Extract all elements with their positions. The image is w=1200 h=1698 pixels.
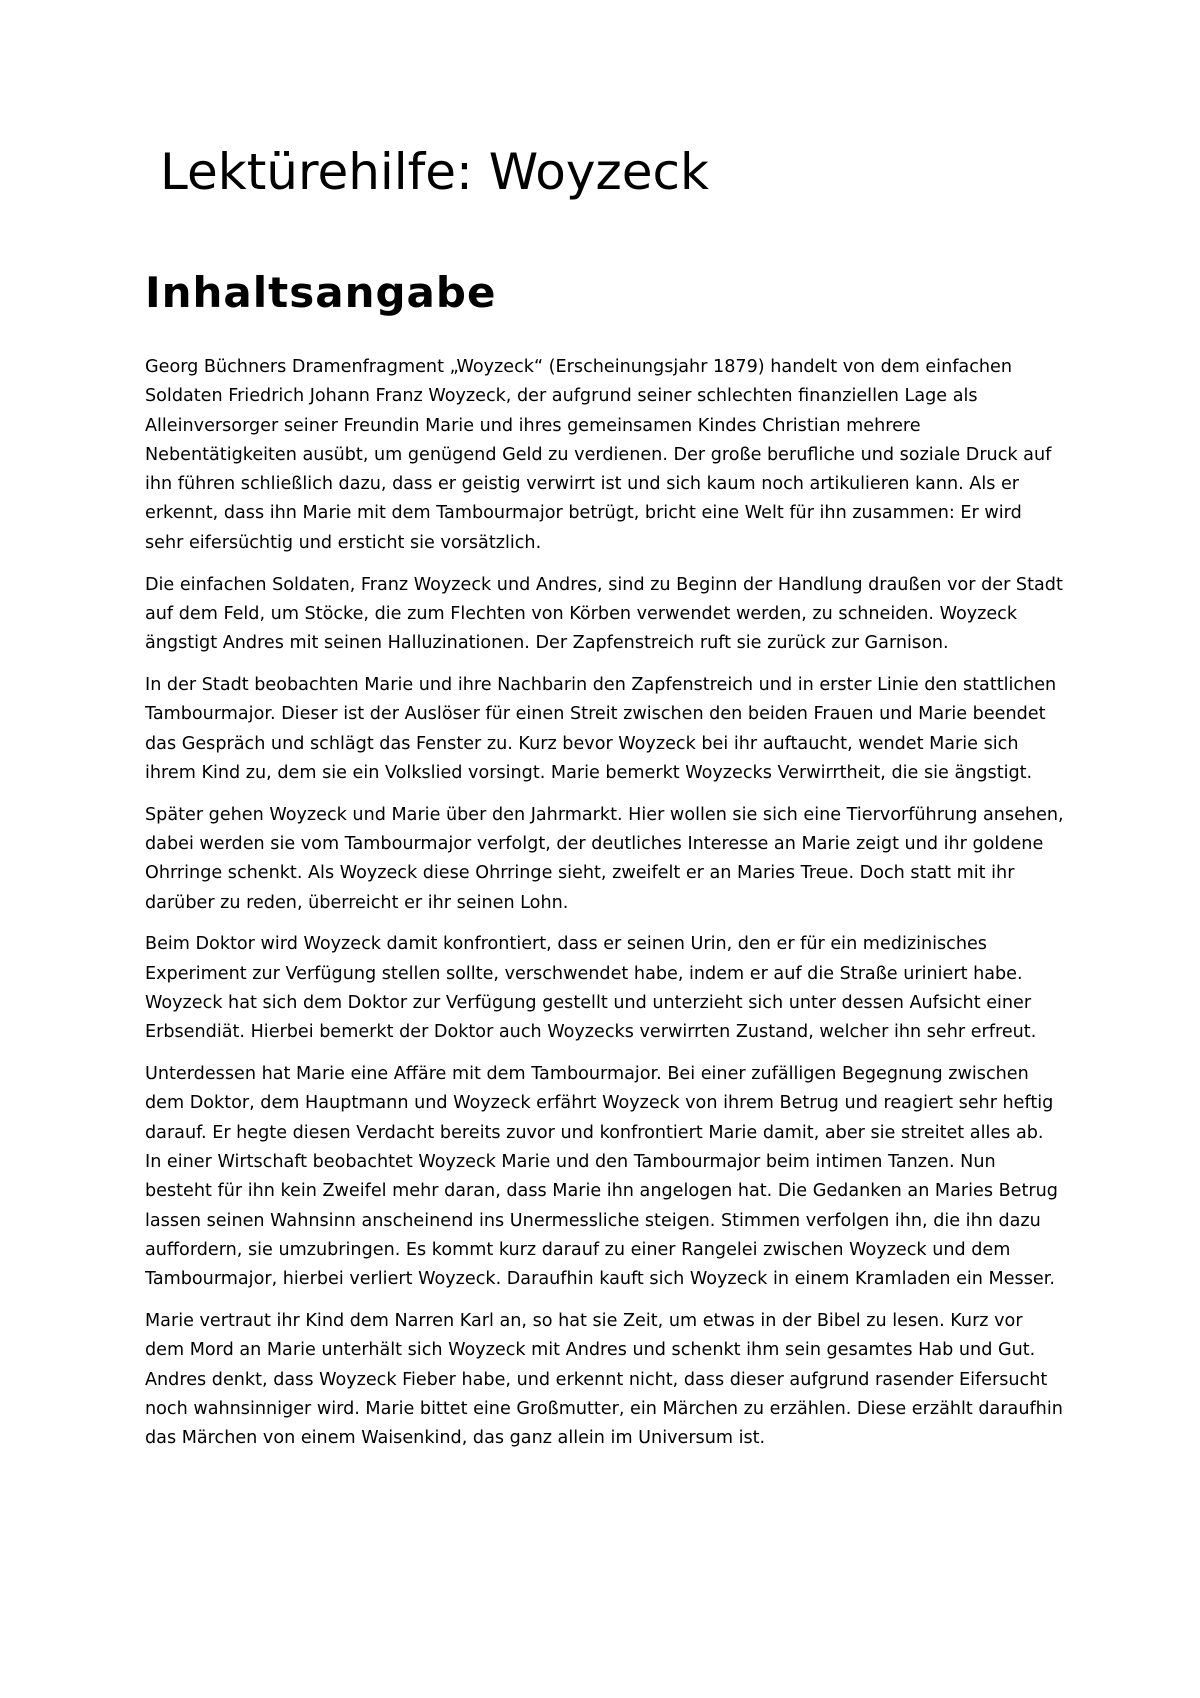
paragraph: Beim Doktor wird Woyzeck damit konfrontiert, dass er seinen Urin, den er für ein medizinisches Experiment zur Verfügung stellen sollte, verschwendet habe, indem er auf die Straße uriniert habe. Woyzeck hat sich dem Doktor zur Verfügung gestellt und unterzieht sich unter dessen Aufsicht einer Erbsendiät. Hierbei bemerkt der Doktor auch Woyzecks verwirrten Zustand, welcher ihn sehr erfreut. xyxy=(145,934,1037,1043)
section-heading: Inhaltsangabe xyxy=(145,268,497,317)
paragraph: Die einfachen Soldaten, Franz Woyzeck und Andres, sind zu Beginn der Handlung draußen vor der Stadt auf dem Feld, um Stöcke, die zum Flechten von Körben verwendet werden, zu schneiden. Woyzeck ängstigt Andres mit seinen Halluzinationen. Der Zapfenstreich ruft sie zurück zur Garnison. xyxy=(145,574,1063,654)
paragraph: Später gehen Woyzeck und Marie über den Jahrmarkt. Hier wollen sie sich eine Tiervorführung ansehen, dabei werden sie vom Tambourmajor verfolgt, der deutliches Interesse an Marie zeigt und ihr goldene Ohrringe schenkt. Als Woyzeck diese Ohrringe sieht, zweifelt er an Maries Treue. Doch statt mit ihr darüber zu reden, überreicht er ihr seinen Lohn. xyxy=(145,804,1064,913)
paragraph: Georg Büchners Dramenfragment „Woyzeck“ (Erscheinungsjahr 1879) handelt von dem einfachen Soldaten Friedrich Johann Franz Woyzeck, der aufgrund seiner schlechten finanziellen Lage als Alleinversorger seiner Freundin Marie und ihres gemeinsamen Kindes Christian mehrere Nebentätigkeiten ausübt, um genügend Geld zu verdienen. Der große berufliche und soziale Druck auf ihn führen schließlich dazu, dass er geistig verwirrt ist und sich kaum noch artikulieren kann. Als er erkennt, dass ihn Marie mit dem Tambourmajor betrügt, bricht eine Welt für ihn zusammen: Er wird sehr eifersüchtig und ersticht sie vorsätzlich. xyxy=(145,357,1052,553)
paragraph: In der Stadt beobachten Marie und ihre Nachbarin den Zapfenstreich und in erster Linie den stattlichen Tambourmajor. Dieser ist der Auslöser für einen Streit zwischen den beiden Frauen und Marie beendet das Gespräch und schlägt das Fenster zu. Kurz bevor Woyzeck bei ihr auftaucht, wendet Marie sich ihrem Kind zu, dem sie ein Volkslied vorsingt. Marie bemerkt Woyzecks Verwirrtheit, die sie ängstigt. xyxy=(145,674,1057,783)
document-title: Lektürehilfe: Woyzeck xyxy=(160,143,709,201)
paragraph: Marie vertraut ihr Kind dem Narren Karl an, so hat sie Zeit, um etwas in der Bibel zu lesen. Kurz vor dem Mord an Marie unterhält sich Woyzeck mit Andres und schenkt ihm sein gesamtes Hab und Gut. Andres denkt, dass Woyzeck Fieber habe, und erkennt nicht, dass dieser aufgrund rasender Eifersucht noch wahnsinniger wird. Marie bittet eine Großmutter, ein Märchen zu erzählen. Diese erzählt daraufhin das Märchen von einem Waisenkind, das ganz allein im Universum ist. xyxy=(145,1310,1063,1449)
body-text xyxy=(145,353,1065,1466)
paragraph: Unterdessen hat Marie eine Affäre mit dem Tambourmajor. Bei einer zufälligen Begegnung zwischen dem Doktor, dem Hauptmann und Woyzeck erfährt Woyzeck von ihrem Betrug und reagiert sehr heftig darauf. Er hegte diesen Verdacht bereits zuvor und konfrontiert Marie damit, aber sie streitet alles ab. In einer Wirtschaft beobachtet Woyzeck Marie und den Tambourmajor beim intimen Tanzen. Nun besteht für ihn kein Zweifel mehr daran, dass Marie ihn angelogen hat. Die Gedanken an Maries Betrug lassen seinen Wahnsinn anscheinend ins Unermessliche steigen. Stimmen verfolgen ihn, die ihn dazu auffordern, sie umzubringen. Es kommt kurz darauf zu einer Rangelei zwischen Woyzeck und dem Tambourmajor, hierbei verliert Woyzeck. Daraufhin kauft sich Woyzeck in einem Kramladen ein Messer. xyxy=(145,1064,1058,1290)
